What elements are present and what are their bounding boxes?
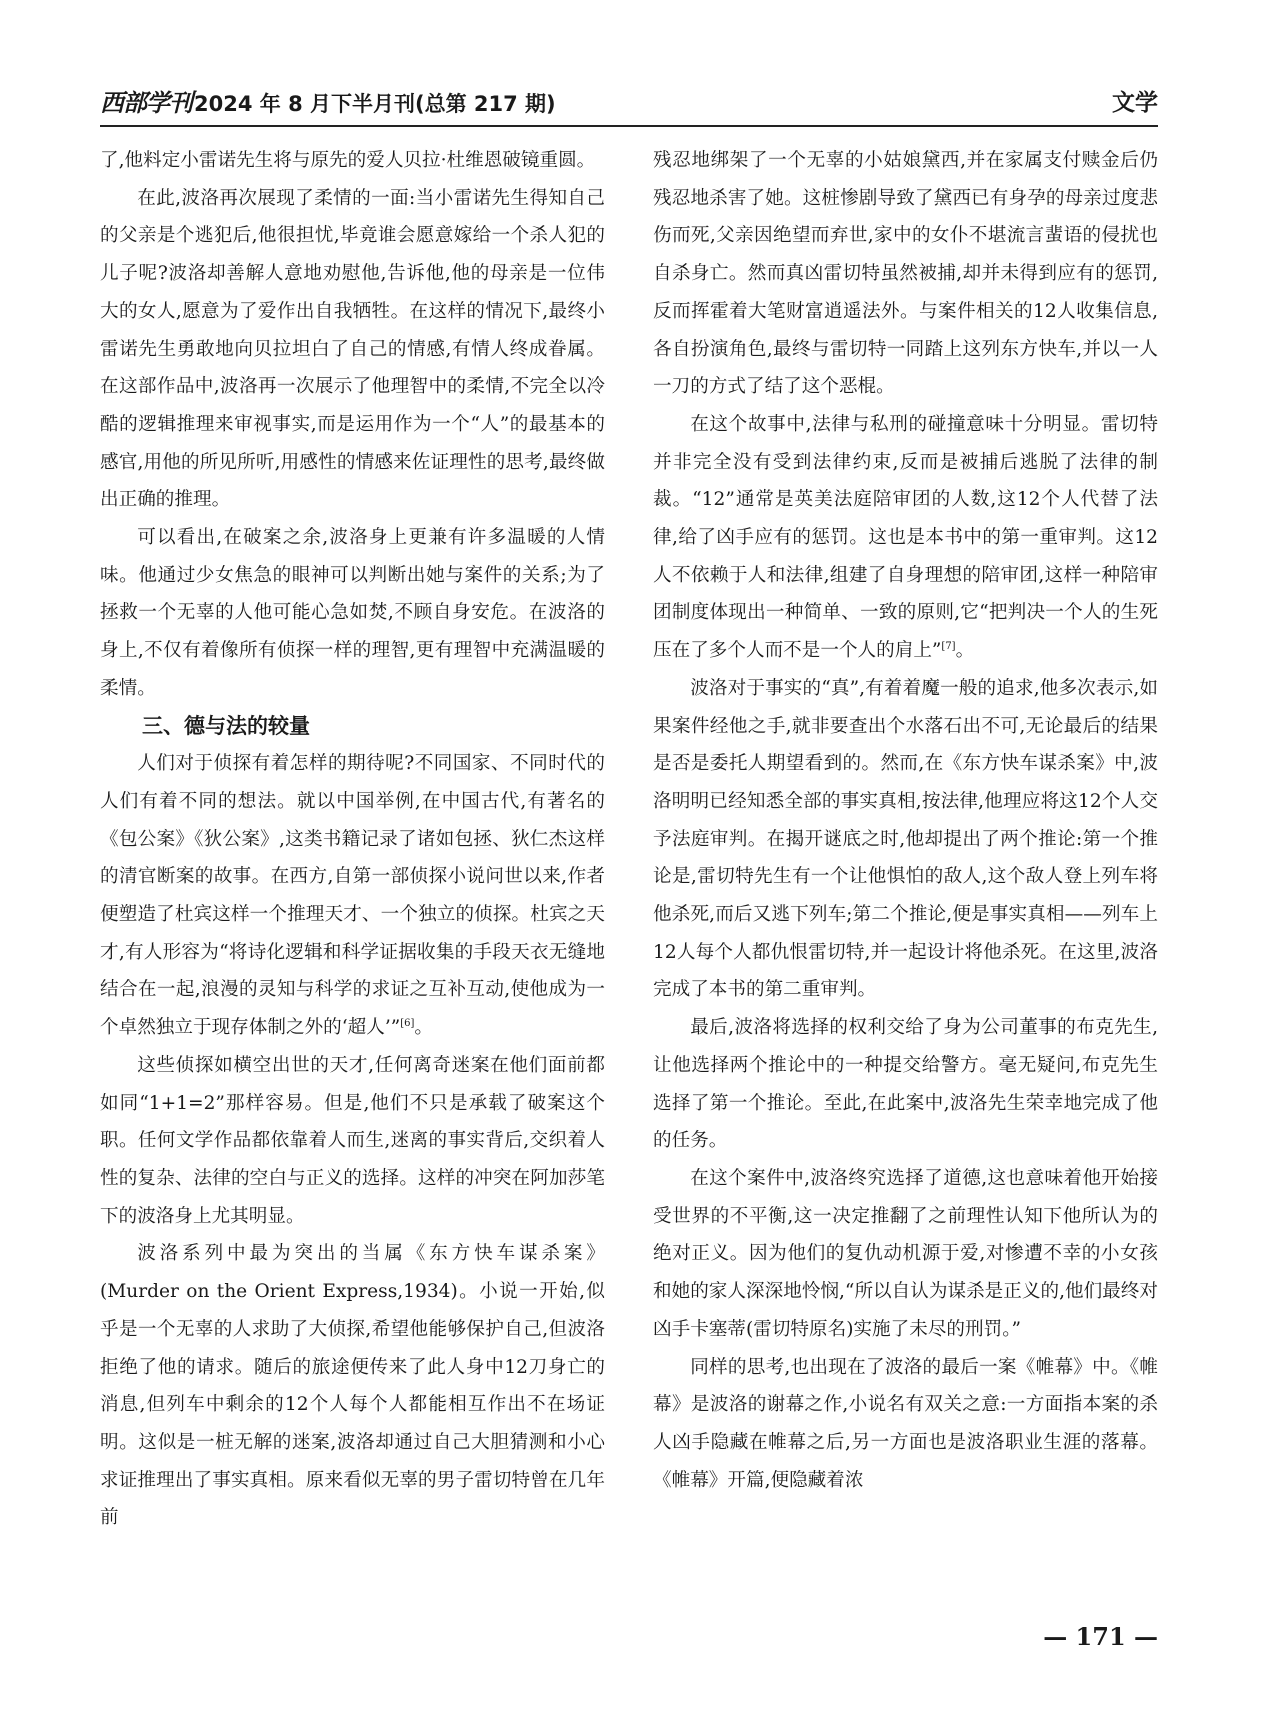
left-column [100,142,605,1537]
paragraph-text: 人们对于侦探有着怎样的期待呢?不同国家、不同时代的人们有着不同的想法。就以中国举例,在中国古代,有著名的《包公案》《狄公案》,这类书籍记录了诸如包拯、狄仁杰这样的清官断案的故事。在西方,自第一部侦探小说问世以来,作者便塑造了杜宾这样一个推理天才、一个独立的侦探。杜宾之天才,有人形容为“将诗化逻辑和科学证据收集的手段天衣无缝地结合在一起,浪漫的灵知与科学的求证之互补互动,使他成为一个卓然独立于现存体制之外的‘超人’” [100,753,605,1039]
paragraph: 在此,波洛再次展现了柔情的一面:当小雷诺先生得知自己的父亲是个逃犯后,他很担忧,毕竟谁会愿意嫁给一个杀人犯的儿子呢?波洛却善解人意地劝慰他,告诉他,他的母亲是一位伟大的女人,愿意为了爱作出自我牺牲。在这样的情况下,最终小雷诺先生勇敢地向贝拉坦白了自己的情感,有情人终成眷属。在这部作品中,波洛再一次展示了他理智中的柔情,不完全以冷酷的逻辑推理来审视事实,而是运用作为一个“人”的最基本的感官,用他的所见所听,用感性的情感来佐证理性的思考,最终做出正确的推理。 [100,187,605,511]
paragraph: 残忍地绑架了一个无辜的小姑娘黛西,并在家属支付赎金后仍残忍地杀害了她。这桩惨剧导致了黛西已有身孕的母亲过度悲伤而死,父亲因绝望而弃世,家中的女仆不堪流言蜚语的侵扰也自杀身亡。然而真凶雷切特虽然被捕,却并未得到应有的惩罚,反而挥霍着大笔财富逍遥法外。与案件相关的12人收集信息,各自扮演角色,最终与雷切特一同踏上这列东方快车,并以一人一刀的方式了结了这个恶棍。 [653,150,1158,398]
paragraph: 这些侦探如横空出世的天才,任何离奇迷案在他们面前都如同“1+1=2”那样容易。但是,他们不只是承载了破案这个职。任何文学作品都依靠着人而生,迷离的事实背后,交织着人性的复杂、法律的空白与正义的选择。这样的冲突在阿加莎笔下的波洛身上尤其明显。 [100,1054,605,1227]
paragraph: 了,他料定小雷诺先生将与原先的爱人贝拉·杜维恩破镜重圆。 [100,150,596,171]
paragraph-end: 。 [955,640,975,662]
paragraph [653,406,1158,670]
journal-title [100,86,556,121]
journal-logo: 西部学刊 [100,88,192,117]
paragraph [100,745,605,1047]
right-column [653,142,1158,1499]
page-number: — 171 — [1043,1622,1158,1651]
section-label: 文学 [1112,90,1158,116]
paragraph: 波洛对于事实的“真”,有着着魔一般的追求,他多次表示,如果案件经他之手,就非要查出个水落石出不可,无论最后的结果是否是委托人期望看到的。然而,在《东方快车谋杀案》中,波洛明明已经知悉全部的事实真相,按法律,他理应将这12个人交予法庭审判。在揭开谜底之时,他却提出了两个推论:第一个推论是,雷切特先生有一个让他惧怕的敌人,这个敌人登上列车将他杀死,而后又逃下列车;第二个推论,便是事实真相——列车上12人每个人都仇恨雷切特,并一起设计将他杀死。在这里,波洛完成了本书的第二重审判。 [653,677,1158,1001]
issue-info: 2024 年 8 月下半月刊(总第 217 期) [194,92,556,116]
paragraph: 最后,波洛将选择的权利交给了身为公司董事的布克先生,让他选择两个推论中的一种提交给警方。毫无疑问,布克先生选择了第一个推论。至此,在此案中,波洛先生荣幸地完成了他的任务。 [653,1017,1158,1152]
paragraph: 波洛系列中最为突出的当属《东方快车谋杀案》(Murder on the Orient Express,1934)。小说一开始,似乎是一个无辜的人求助了大侦探,希望他能够保护自己,但波洛拒绝了他的请求。随后的旅途便传来了此人身中12刀身亡的消息,但列车中剩余的12个人每个人都能相互作出不在场证明。这似是一桩无解的迷案,波洛却通过自己大胆猜测和小心求证推理出了事实真相。原来看似无辜的男子雷切特曾在几年前 [100,1243,605,1529]
header-rule [100,125,1158,127]
section-heading: 三、德与法的较量 [142,713,310,738]
citation: [7] [941,640,956,652]
paragraph-text: 在这个故事中,法律与私刑的碰撞意味十分明显。雷切特并非完全没有受到法律约束,反而是被捕后逃脱了法律的制裁。“12”通常是英美法庭陪审团的人数,这12个人代替了法律,给了凶手应有的惩罚。这也是本书中的第一重审判。这12人不依赖于人和法律,组建了自身理想的陪审团,这样一种陪审团制度体现出一种简单、一致的原则,它“把判决一个人的生死压在了多个人而不是一个人的肩上” [653,413,1158,662]
paragraph-end: 。 [414,1017,434,1039]
citation: [6] [400,1017,415,1029]
page-header [100,86,1158,126]
paragraph: 同样的思考,也出现在了波洛的最后一案《帷幕》中。《帷幕》是波洛的谢幕之作,小说名有双关之意:一方面指本案的杀人凶手隐藏在帷幕之后,另一方面也是波洛职业生涯的落幕。《帷幕》开篇,便隐藏着浓 [653,1356,1158,1491]
paragraph: 在这个案件中,波洛终究选择了道德,这也意味着他开始接受世界的不平衡,这一决定推翻了之前理性认知下他所认为的绝对正义。因为他们的复仇动机源于爱,对惨遭不幸的小女孩和她的家人深深地怜悯,“所以自认为谋杀是正义的,他们最终对凶手卡塞蒂(雷切特原名)实施了未尽的刑罚。” [653,1167,1158,1340]
paragraph: 可以看出,在破案之余,波洛身上更兼有许多温暖的人情味。他通过少女焦急的眼神可以判断出她与案件的关系;为了拯救一个无辜的人他可能心急如焚,不顾自身安危。在波洛的身上,不仅有着像所有侦探一样的理智,更有理智中充满温暖的柔情。 [100,527,605,699]
